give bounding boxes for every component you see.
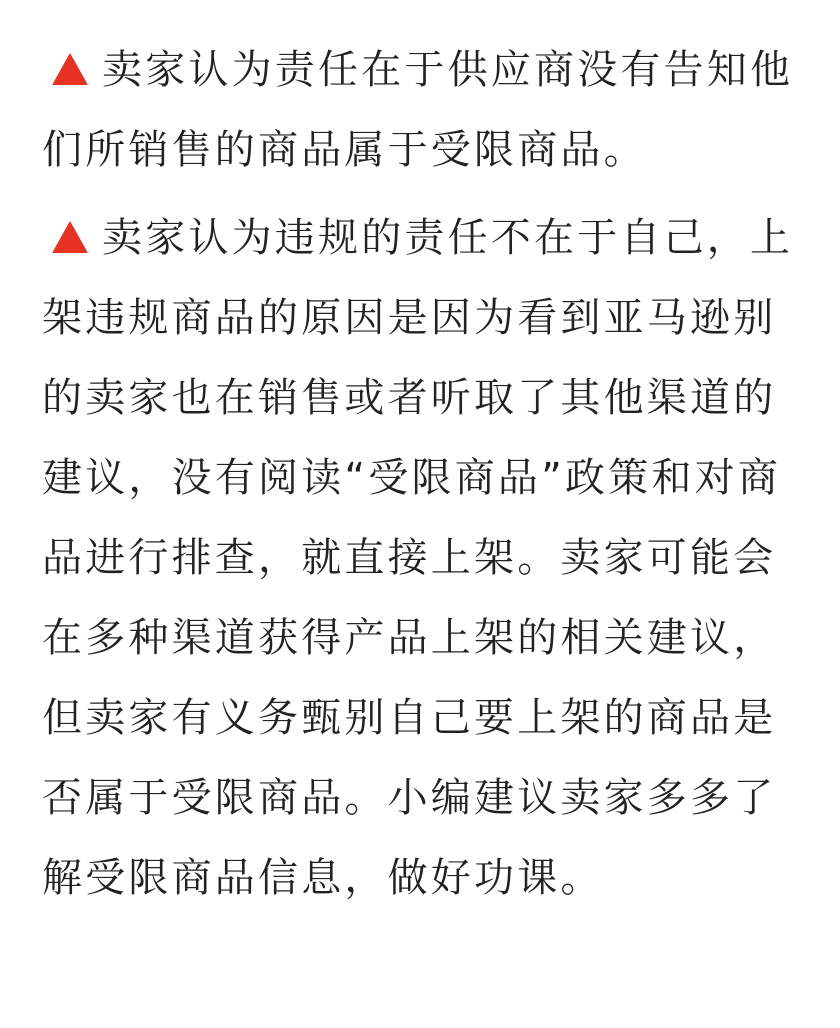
- paragraph-supplier-responsibility: [42, 30, 800, 190]
- paragraph-text: 卖家认为违规的责任不在于自己，上架违规商品的原因是因为看到亚马逊别的卖家也在销售或者听取了其他渠道的建议，没有阅读“受限商品”政策和对商品进行排查，就直接上架。卖家可能会在多种渠道获得产品上架的相关建议，但卖家有义务甄别自己要上架的商品是否属于受限商品。小编建议卖家多多了解受限商品信息，做好功课。: [42, 215, 794, 901]
- warning-triangle-icon: [52, 221, 88, 253]
- paragraph-seller-responsibility: [42, 198, 800, 918]
- paragraph-text: 卖家认为责任在于供应商没有告知他们所销售的商品属于受限商品。: [42, 47, 794, 173]
- warning-triangle-icon: [52, 53, 88, 85]
